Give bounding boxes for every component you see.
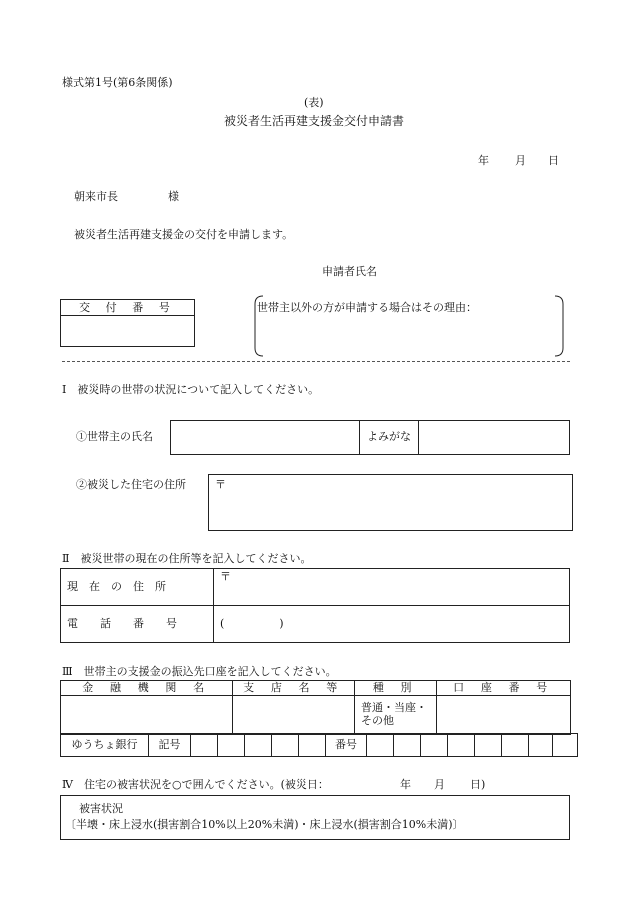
page-title: 被災者生活再建支援金交付申請書 xyxy=(224,114,405,128)
yucho-label: ゆうちょ銀行 xyxy=(61,734,149,757)
number-digit[interactable] xyxy=(529,734,553,757)
bank-table xyxy=(60,680,571,735)
bank-name-field[interactable] xyxy=(61,696,233,735)
damage-box[interactable] xyxy=(60,795,570,840)
date-month: 月 xyxy=(515,154,526,167)
account-number-field[interactable] xyxy=(437,696,571,735)
reason-box[interactable] xyxy=(253,295,565,357)
head-name-field[interactable] xyxy=(171,421,360,455)
phone-label: 電 話 番 号 xyxy=(61,606,214,643)
section2-heading: Ⅱ 被災世帯の現在の住所等を記入してください。 xyxy=(62,552,312,565)
number-digit[interactable] xyxy=(421,734,448,757)
symbol-digit[interactable] xyxy=(191,734,218,757)
col-bank: 金 融 機 関 名 xyxy=(61,681,233,696)
disaster-year: 年 xyxy=(400,778,411,791)
disaster-day: 日) xyxy=(470,778,486,791)
phone-paren: ( ) xyxy=(220,616,284,630)
reading-field[interactable] xyxy=(419,421,570,455)
postal-mark: 〒 xyxy=(220,570,231,583)
head-name-label: ①世帯主の氏名 xyxy=(76,430,153,443)
number-digit[interactable] xyxy=(448,734,475,757)
yucho-table xyxy=(60,733,578,757)
symbol-label: 記号 xyxy=(149,734,191,757)
branch-field[interactable] xyxy=(233,696,355,735)
number-digit[interactable] xyxy=(553,734,578,757)
damaged-address-field[interactable] xyxy=(208,474,573,531)
addressee-honorific: 様 xyxy=(168,190,179,203)
number-digit[interactable] xyxy=(502,734,529,757)
current-address-field[interactable] xyxy=(214,569,570,606)
phone-field[interactable] xyxy=(214,606,570,643)
number-digit[interactable] xyxy=(394,734,421,757)
issue-number-field[interactable] xyxy=(61,316,194,347)
disaster-month: 月 xyxy=(434,778,445,791)
application-statement: 被災者生活再建支援金の交付を申請します。 xyxy=(74,228,294,241)
applicant-name-label: 申請者氏名 xyxy=(322,265,377,278)
number-digit[interactable] xyxy=(367,734,394,757)
damage-label: 被害状況 xyxy=(79,802,123,815)
divider-dashed xyxy=(62,361,570,362)
col-branch: 支 店 名 等 xyxy=(233,681,355,696)
side-label: (表) xyxy=(304,96,324,109)
symbol-digit[interactable] xyxy=(245,734,272,757)
col-account: 口 座 番 号 xyxy=(437,681,571,696)
current-address-label: 現 在 の 住 所 xyxy=(61,569,214,606)
damage-options[interactable]: 〔半壊・床上浸水(損害割合10%以上20%未満)・床上浸水(損害割合10%未満)〕 xyxy=(65,818,464,831)
form-label: 様式第1号(第6条関係) xyxy=(62,76,173,89)
section1-heading: Ⅰ 被災時の世帯の状況について記入してください。 xyxy=(62,383,320,396)
reason-label: 世帯主以外の方が申請する場合はその理由： xyxy=(257,301,477,314)
section3-heading: Ⅲ 世帯主の支援金の振込先口座を記入してください。 xyxy=(62,665,337,678)
number-digit[interactable] xyxy=(475,734,502,757)
reading-label: よみがな xyxy=(360,421,419,455)
addressee-name: 朝来市長 xyxy=(74,190,118,203)
postal-mark: 〒 xyxy=(215,478,226,491)
damaged-address-label: ②被災した住宅の住所 xyxy=(76,478,186,491)
symbol-digit[interactable] xyxy=(218,734,245,757)
symbol-digit[interactable] xyxy=(272,734,299,757)
section4-heading: Ⅳ 住宅の被害状況を○で囲んでください。(被災日： xyxy=(62,778,329,791)
current-address-table xyxy=(60,568,570,643)
head-name-table xyxy=(170,420,570,455)
issue-number-label: 交 付 番 号 xyxy=(61,300,194,316)
date-year: 年 xyxy=(478,154,489,167)
type-value[interactable]: 普通・当座・その他 xyxy=(355,696,437,735)
col-type: 種 別 xyxy=(355,681,437,696)
number-label: 番号 xyxy=(326,734,367,757)
date-day: 日 xyxy=(548,154,559,167)
issue-number-box xyxy=(60,299,195,347)
symbol-digit[interactable] xyxy=(299,734,326,757)
